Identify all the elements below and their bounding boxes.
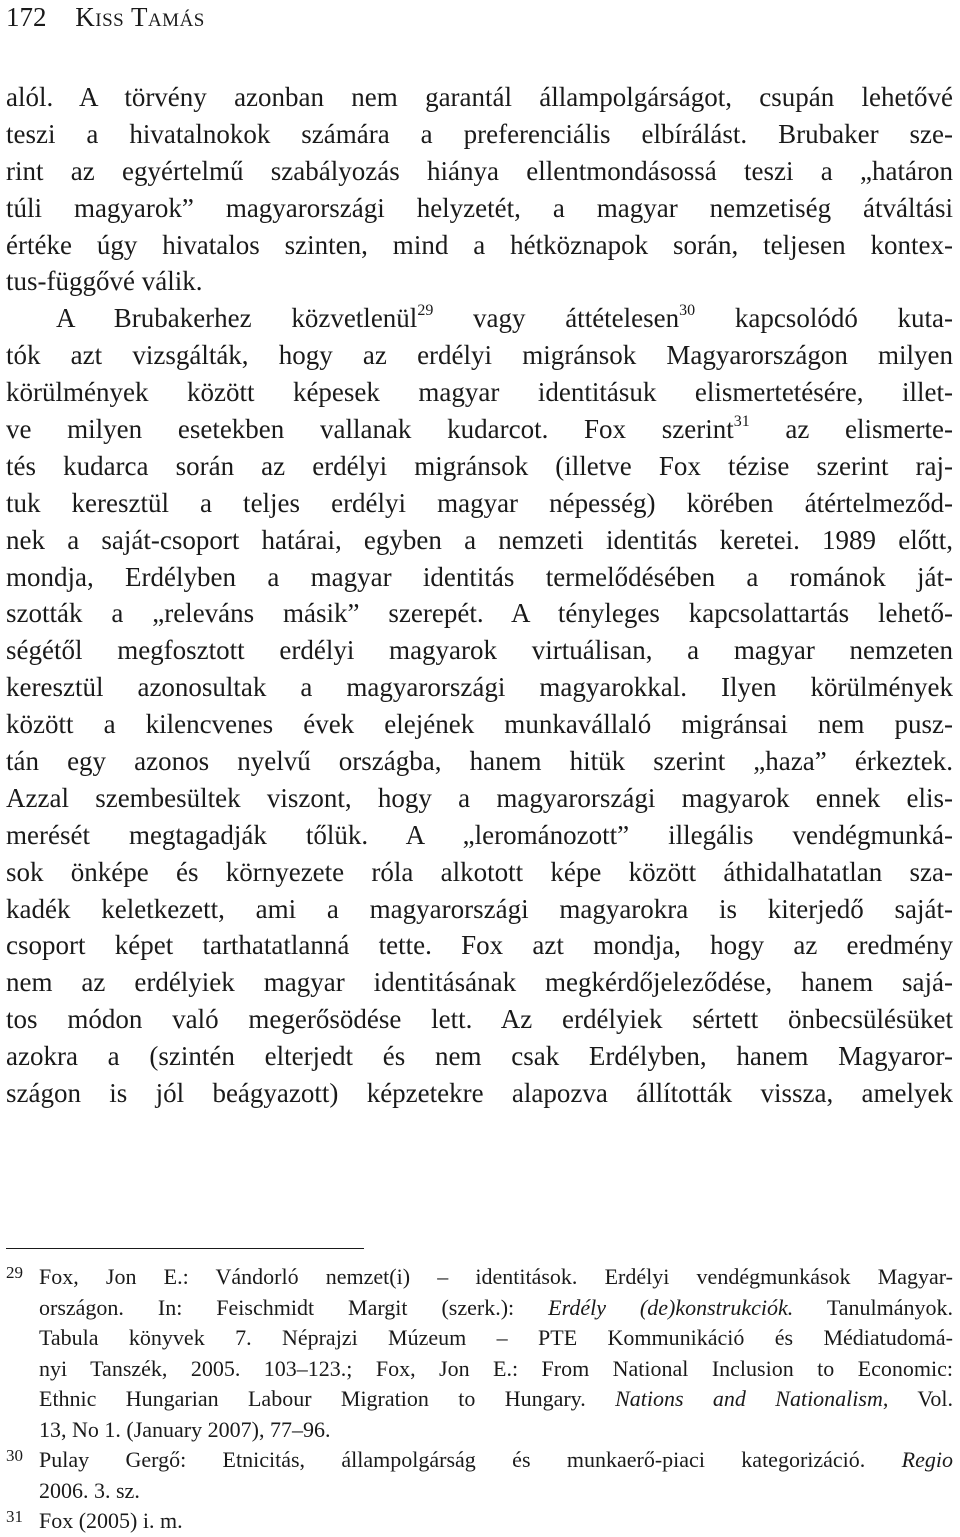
- footnote-line: [39, 1293, 953, 1324]
- text-line: kadék keletkezett, ami a magyarországi magyarokra is kiterjedő saját-: [6, 893, 953, 924]
- running-head-author: Kiss Tamás: [75, 2, 205, 32]
- text-line: merését megtagadják tőlük. A „lerománozott” illegális vendégmunká-: [6, 819, 953, 850]
- text-line: szották a „releváns másik” szerepét. A tényleges kapcsolattartás lehető-: [6, 598, 953, 629]
- footnote-number: 30: [6, 1446, 23, 1465]
- page-number: 172: [6, 2, 47, 32]
- text-line: Azzal szembesültek viszont, hogy a magyarországi magyarok ennek elis-: [6, 782, 953, 813]
- text-line: rint az egyértelmű szabályozás hiánya ellentmondásossá teszi a „határon: [6, 155, 953, 186]
- running-header: [6, 0, 205, 34]
- text-line: szágon is jól beágyazott) képzetekre alapozva állították vissza, amelyek: [6, 1078, 953, 1109]
- paragraph-2: [6, 300, 953, 1112]
- text-line: teszi a hivatalnokok számára a preferenciális elbírálást. Brubaker sze-: [6, 118, 953, 149]
- text-line: tán egy azonos nyelvű országba, hanem hitük szerint „haza” érkeztek.: [6, 746, 953, 777]
- text-run: kapcsolódó kuta-: [695, 303, 953, 334]
- text-line: nek a saját-csoport határai, egyben a nemzeti identitás keretei. 1989 előtt,: [6, 524, 953, 555]
- text-line: tók azt vizsgálták, hogy az erdélyi migránsok Magyarországon milyen: [6, 340, 953, 371]
- footnote-line: Fox (2005) i. m.: [39, 1508, 183, 1533]
- footnote-31: [6, 1506, 953, 1537]
- text-line: [6, 300, 953, 337]
- text-line: tus-függővé válik.: [6, 266, 203, 297]
- text-run: Tanulmányok.: [793, 1294, 953, 1320]
- text-line: ségétől megfosztott erdélyi magyarok virtuálisan, a magyar nemzeten: [6, 635, 953, 666]
- footnote-ref-30: 30: [679, 302, 696, 320]
- text-line: között a kilencvenes évek elejének munkavállaló migránsai nem pusz-: [6, 709, 953, 740]
- footnote-separator: [6, 1248, 364, 1249]
- text-line: körülmények között képesek magyar identitásuk elismertetésére, illet-: [6, 377, 953, 408]
- text-line: értéke úgy hivatalos szinten, mind a hétköznapok során, teljesen kontex-: [6, 229, 953, 260]
- text-line: csoport képet tarthatatlanná tette. Fox azt mondja, hogy az eredmény: [6, 930, 953, 961]
- footnote-line: Fox, Jon E.: Vándorló nemzet(i) – identitások. Erdélyi vendégmunkások Magyar-: [39, 1264, 953, 1289]
- text-line: azokra a (szintén elterjedt és nem csak Erdélyben, hanem Magyaror-: [6, 1041, 953, 1072]
- text-line: tos módon való megerősödése lett. Az erdélyiek sértett önbecsülésüket: [6, 1004, 953, 1035]
- text-line: sok önképe és környezete róla alkotott képe között áthidalhatatlan sza-: [6, 856, 953, 887]
- footnote-ref-29: 29: [417, 302, 434, 320]
- footnote-line: nyi Tanszék, 2005. 103–123.; Fox, Jon E.: From National Inclusion to Economic:: [39, 1355, 953, 1381]
- italic-title: Regio: [901, 1447, 953, 1472]
- italic-title: Erdély (de)konstrukciók.: [548, 1294, 794, 1320]
- italic-title: Nations and Nationalism: [615, 1386, 883, 1411]
- text-run: A Brubakerhez közvetlenül: [56, 303, 418, 334]
- text-line: keresztül azonosultak a magyarországi magyarokkal. Ilyen körülmények: [6, 672, 953, 703]
- text-line: túli magyarok” magyarországi helyzetét, a magyar nemzetiség átváltási: [6, 192, 953, 223]
- footnote-number: 31: [6, 1507, 23, 1526]
- footnotes: [6, 1262, 953, 1537]
- text-run: vagy áttételesen: [433, 303, 680, 334]
- text-run: Ethnic Hungarian Labour Migration to Hungary.: [39, 1386, 616, 1411]
- footnote-line: 13, No 1. (January 2007), 77–96.: [39, 1416, 331, 1442]
- text-line: tuk keresztül a teljes erdélyi magyar népesség) körében átértelmeződ-: [6, 487, 953, 518]
- footnote-29: [6, 1262, 953, 1445]
- text-line: tés kudarca során az erdélyi migránsok (illetve Fox tézise szerint raj-: [6, 450, 953, 481]
- body-text: [6, 79, 953, 1112]
- text-run: , Vol.: [882, 1386, 953, 1411]
- text-line: mondja, Erdélyben a magyar identitás termelődésében a románok ját-: [6, 561, 953, 592]
- text-run: Pulay Gergő: Etnicitás, állampolgárság és munkaerő-piaci kategorizáció.: [39, 1447, 902, 1472]
- footnote-number: 29: [6, 1263, 23, 1282]
- text-run: ve milyen esetekben vallanak kudarcot. Fox szerint: [6, 414, 734, 445]
- footnote-line: Tabula könyvek 7. Néprajzi Múzeum – PTE Kommunikáció és Médiatudomá-: [39, 1325, 953, 1350]
- footnote-ref-31: 31: [733, 413, 750, 431]
- paragraph-1: [6, 79, 953, 300]
- footnote-line: [39, 1384, 953, 1415]
- text-run: az elismerte-: [749, 414, 953, 445]
- text-line: nem az erdélyiek magyar identitásának megkérdőjeleződése, hanem sajá-: [6, 967, 953, 998]
- footnote-30: [6, 1445, 953, 1506]
- text-run: országon. In: Feischmidt Margit (szerk.):: [39, 1294, 549, 1320]
- text-line: alól. A törvény azonban nem garantál állampolgárságot, csupán lehetővé: [6, 82, 953, 112]
- footnote-line: 2006. 3. sz.: [39, 1477, 140, 1503]
- text-line: [6, 411, 953, 448]
- footnote-line: [39, 1445, 953, 1476]
